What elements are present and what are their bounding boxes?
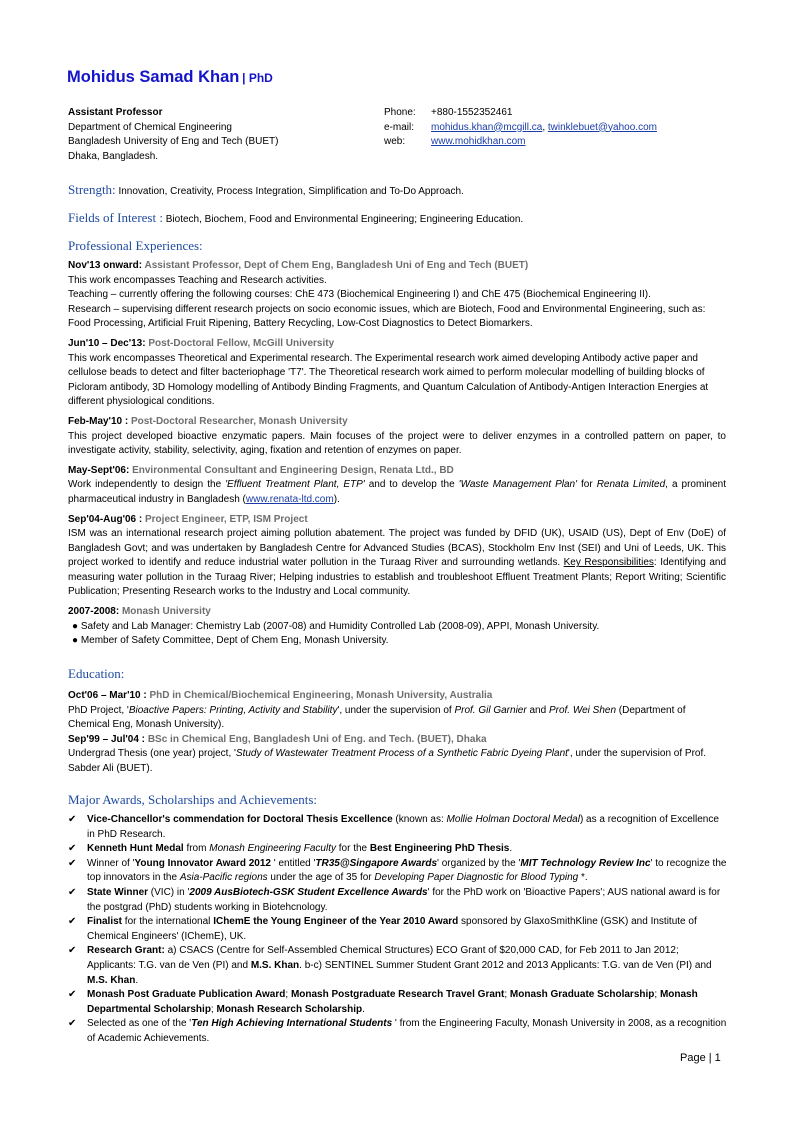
job-role: Post-Doctoral Fellow, McGill University bbox=[148, 337, 335, 349]
education-description bbox=[68, 747, 726, 776]
job-heading bbox=[68, 337, 726, 352]
job-heading bbox=[68, 513, 726, 528]
job-heading bbox=[68, 259, 726, 274]
checkmark-icon: ✔ bbox=[68, 916, 77, 928]
education-heading-line bbox=[68, 733, 726, 748]
job-heading bbox=[68, 605, 726, 620]
award-item bbox=[68, 842, 728, 857]
text-run: ' from the Engineering Faculty, Monash University in 2008, as a recognition of Academic Achievements. bbox=[87, 1018, 727, 1044]
text-run: ; bbox=[285, 989, 291, 1001]
job-date: May-Sept'06: bbox=[68, 464, 130, 476]
text-italic: Asia-Pacific regions bbox=[179, 872, 268, 884]
education-degree: PhD in Chemical/Biochemical Engineering, Monash University, Australia bbox=[149, 690, 493, 701]
text-run: Work independently to design the bbox=[68, 479, 226, 491]
education-date: Sep'99 – Jul'04 : bbox=[68, 733, 146, 745]
text-bold: Finalist bbox=[87, 916, 123, 928]
email-separator: , bbox=[542, 121, 546, 133]
department: Department of Chemical Engineering bbox=[68, 121, 232, 133]
job-role: Project Engineer, ETP, ISM Project bbox=[145, 513, 308, 525]
affiliation-block bbox=[68, 106, 278, 164]
text-run: a) CSACS (Centre for Self-Assembled Chemical Structures) ECO Grant of $20,000 CAD, for Feb 2011 to Jan 2012; Applicants: T.G. van de Ven (PI) and bbox=[87, 945, 679, 971]
text-run: and bbox=[526, 704, 549, 716]
strength-line bbox=[68, 182, 464, 198]
job-date: 2007-2008: bbox=[68, 606, 120, 618]
email-link-2[interactable]: twinklebuet@yahoo.com bbox=[547, 121, 657, 133]
text-italic: Mollie Holman Doctoral Medal bbox=[446, 814, 580, 825]
job-role: Assistant Professor, Dept of Chem Eng, Bangladesh Uni of Eng and Tech (BUET) bbox=[144, 260, 529, 271]
email-row bbox=[384, 121, 657, 136]
renata-link[interactable]: www.renata-ltd.com bbox=[245, 493, 334, 505]
text-run: for the international bbox=[122, 916, 214, 928]
strength-text: Innovation, Creativity, Process Integration, Simplification and To-Do Approach. bbox=[118, 186, 464, 197]
job-date: Sep'04-Aug'06 : bbox=[68, 513, 143, 525]
checkmark-icon: ✔ bbox=[68, 814, 77, 825]
text-italic: Renata Limited bbox=[596, 479, 666, 491]
text-bold: Monash Departmental Scholarship bbox=[87, 989, 698, 1015]
checkmark-icon: ✔ bbox=[68, 989, 77, 1001]
job-date: Feb-May'10 : bbox=[68, 415, 129, 427]
job-line: This work encompasses Theoretical and Experimental research. The Experimental research work aimed developing Antibody active paper and cellulose beads to detect and filter bacteriophage 'T7'. The Theoretical research work aimed to perform molecular modelling of building blocks of Picloram antibody, 3D Homology modelling of Antibody Binding Fragments, and Quantum Calculation of Antibody-Antigen Interaction Energies at different physiological conditions. bbox=[68, 352, 709, 408]
text-bold-italic: MIT Technology Review Inc bbox=[520, 857, 651, 869]
text-run: and to develop the bbox=[364, 479, 459, 491]
job-heading bbox=[68, 415, 726, 430]
text-bold: Monash Research Scholarship bbox=[216, 1003, 363, 1015]
award-text bbox=[87, 857, 728, 886]
strength-label: Strength: bbox=[68, 182, 116, 197]
award-text bbox=[87, 988, 728, 1017]
text-run: (known as: bbox=[392, 814, 447, 825]
text-run: ; bbox=[654, 989, 660, 1001]
checkmark-icon: ✔ bbox=[68, 857, 77, 869]
text-bold: Young Innovator Award 2012 bbox=[134, 857, 271, 869]
text-bold: M.S. Khan bbox=[250, 959, 300, 971]
text-italic: 'Waste Management Plan' bbox=[458, 479, 578, 491]
awards-list bbox=[68, 813, 728, 1047]
text-run: Winner of ' bbox=[87, 857, 135, 869]
text-bold: State Winner bbox=[87, 886, 149, 898]
contact-block bbox=[384, 106, 657, 150]
job-role: Post-Doctoral Researcher, Monash University bbox=[130, 415, 348, 427]
checkmark-icon: ✔ bbox=[68, 843, 77, 855]
award-item bbox=[68, 915, 728, 944]
website-link[interactable]: www.mohidkhan.com bbox=[431, 136, 526, 147]
text-run: . bbox=[509, 843, 513, 855]
header bbox=[67, 68, 273, 87]
education-block bbox=[68, 689, 726, 777]
text-run: ', under the supervision of bbox=[337, 704, 455, 716]
page-number: Page | 1 bbox=[680, 1052, 721, 1064]
text-run: . b-c) SENTINEL Summer Student Grant 2012 and 2013 Applicants: T.G. van de Ven (PI) and bbox=[299, 959, 712, 971]
text-bold-italic: 2009 AusBiotech-GSK Student Excellence Awards bbox=[189, 886, 428, 898]
text-run: ' organized by the ' bbox=[437, 857, 521, 869]
text-run: ' for the PhD work on 'Bioactive Papers'; AUS national award is for the postgrad (PhD) students working in Biotehcnology. bbox=[87, 886, 721, 913]
text-italic: Prof. Gil Garnier bbox=[454, 704, 527, 716]
text-italic: Study of Wastewater Treatment Process of a Synthetic Fabric Dyeing Plant bbox=[235, 748, 568, 760]
text-bold: Best Engineering PhD Thesis bbox=[369, 843, 510, 855]
professional-experience bbox=[68, 259, 726, 649]
fields-line bbox=[68, 210, 523, 226]
award-text bbox=[87, 915, 728, 944]
education-date: Oct'06 – Mar'10 : bbox=[68, 690, 147, 701]
person-name: Mohidus Samad Khan bbox=[67, 68, 240, 86]
web-row bbox=[384, 135, 657, 150]
checkmark-icon: ✔ bbox=[68, 945, 77, 957]
text-run: , a prominent pharmaceutical industry in Bangladesh ( bbox=[68, 479, 726, 505]
text-run: from bbox=[183, 843, 210, 855]
job-entry bbox=[68, 259, 726, 332]
text-run: Undergrad Thesis (one year) project, ' bbox=[68, 748, 236, 760]
text-run: ; bbox=[504, 989, 510, 1001]
professional-title: Professional Experiences: bbox=[68, 238, 203, 253]
education-entry bbox=[68, 733, 726, 777]
education-heading-line bbox=[68, 689, 726, 704]
text-italic: 'Effluent Treatment Plant, ETP' bbox=[225, 479, 365, 491]
text-bold-italic: Ten High Achieving International Students bbox=[191, 1018, 393, 1030]
bullet-item: ● Member of Safety Committee, Dept of Chem Eng, Monash University. bbox=[72, 635, 389, 647]
job-date: Jun'10 – Dec'13: bbox=[68, 337, 146, 349]
text-bold: IChemE the Young Engineer of the Year 2010 Award bbox=[213, 916, 459, 928]
job-line: Research – supervising different research projects on socio economic issues, which are Biotech, Food and Environmental Engineering, such as: Food Processing, Artificial Fruit Ripening, Battery Recycling, Low-Cost Diagnostics to Detect Biomarkers. bbox=[68, 303, 706, 330]
professional-heading bbox=[68, 238, 203, 254]
text-italic: Prof. Wei Shen bbox=[548, 704, 617, 716]
award-item bbox=[68, 988, 728, 1017]
award-text bbox=[87, 842, 728, 857]
text-run: sponsored by GlaxoSmithKline (GSK) and Institute of Chemical Engineers' (IChemE), UK. bbox=[87, 916, 697, 942]
education-entry bbox=[68, 689, 726, 733]
education-degree: BSc in Chemical Eng, Bangladesh Uni of Eng. and Tech. (BUET), Dhaka bbox=[147, 733, 487, 745]
email-label: e-mail: bbox=[384, 121, 415, 133]
city: Dhaka, Bangladesh. bbox=[68, 150, 159, 162]
award-item bbox=[68, 1017, 728, 1046]
award-item bbox=[68, 813, 728, 842]
text-run: under the age of 35 for bbox=[267, 872, 375, 884]
education-heading bbox=[68, 666, 124, 682]
text-bold: M.S. Khan bbox=[87, 974, 136, 986]
text-run: ', under the supervision of Prof. Sabder Ali (BUET). bbox=[68, 748, 707, 774]
text-run: for the bbox=[335, 843, 370, 855]
job-entry bbox=[68, 464, 726, 508]
award-item bbox=[68, 857, 728, 886]
job-entry bbox=[68, 415, 726, 459]
checkmark-icon: ✔ bbox=[68, 1018, 77, 1030]
text-run: ISM was an international research project aiming pollution abatement. The project was funded by DFID (UK), USAID (US), Dept of Env (DoE) of Bangladesh Govt; and was undertaken by Bangladesh Centre for Advanced Studies (BCAS), Stockholm Env Inst (SEI) and Uni of Leeds, UK. This project worked to identify and reduce industrial water pollution in the Turaag River and surrounding wetlands. bbox=[68, 528, 726, 569]
job-line: Teaching – currently offering the following courses: ChE 473 (Biochemical Engineering I) and ChE 475 (Biochemical Engineering II). bbox=[68, 289, 651, 301]
text-run: Selected as one of the ' bbox=[87, 1018, 192, 1030]
text-run: ). bbox=[333, 493, 340, 505]
job-entry bbox=[68, 605, 726, 649]
text-run: PhD Project, ' bbox=[68, 704, 129, 716]
phone-number: +880-1552352461 bbox=[431, 107, 513, 118]
awards-title: Major Awards, Scholarships and Achievements: bbox=[68, 792, 318, 807]
checkmark-icon: ✔ bbox=[68, 886, 77, 898]
job-entry bbox=[68, 513, 726, 601]
text-italic: Developing Paper Diagnostic for Blood Typing bbox=[374, 872, 579, 884]
text-run: ' to recognize the top innovators in the bbox=[87, 857, 727, 884]
web-label: web: bbox=[384, 136, 406, 147]
job-line: This project developed bioactive enzymatic papers. Main focuses of the project were to deliver enzymes in a controlled pattern on paper, to investigate activity, stability, selectivity, aging, fixation and retention of enzymes on paper. bbox=[68, 430, 726, 457]
job-line: This work encompasses Teaching and Research activities. bbox=[68, 274, 327, 286]
text-bold: Monash Postgraduate Research Travel Grant bbox=[290, 989, 505, 1001]
text-run: . bbox=[362, 1003, 365, 1015]
text-run: ; bbox=[210, 1003, 217, 1015]
fields-label: Fields of Interest : bbox=[68, 210, 163, 225]
phone-row bbox=[384, 106, 657, 121]
text-bold: Monash Post Graduate Publication Award bbox=[87, 989, 286, 1001]
text-run: ' entitled ' bbox=[271, 857, 316, 869]
phone-label: Phone: bbox=[384, 107, 416, 118]
email-link-1[interactable]: mohidus.khan@mcgill.ca bbox=[431, 121, 543, 133]
text-run: ) as a recognition of Excellence in PhD Research. bbox=[87, 814, 719, 840]
university: Bangladesh University of Eng and Tech (BUET) bbox=[68, 136, 279, 147]
text-run: (VIC) in ' bbox=[148, 886, 190, 898]
position: Assistant Professor bbox=[68, 107, 163, 118]
awards-heading bbox=[68, 792, 317, 808]
degree: | PhD bbox=[242, 71, 273, 85]
award-text bbox=[87, 1017, 728, 1046]
education-title: Education: bbox=[68, 666, 125, 681]
text-run: . bbox=[135, 974, 139, 986]
bullet-item: ● Safety and Lab Manager: Chemistry Lab (2007-08) and Humidity Controlled Lab (2008-09), APPI, Monash University. bbox=[72, 620, 600, 632]
text-underlined: Key Responsibilities bbox=[563, 557, 654, 569]
text-run: *. bbox=[578, 872, 588, 884]
text-bold-italic: TR35@Singapore Awards bbox=[315, 857, 438, 869]
text-run: (Department of Chemical Eng, Monash University). bbox=[68, 704, 686, 731]
job-description bbox=[68, 527, 726, 600]
award-text bbox=[87, 813, 728, 842]
education-description bbox=[68, 704, 726, 733]
text-italic: Monash Engineering Faculty bbox=[209, 843, 336, 855]
job-date: Nov'13 onward: bbox=[68, 260, 143, 271]
text-run: for bbox=[577, 479, 597, 491]
award-text bbox=[87, 944, 728, 988]
fields-text: Biotech, Biochem, Food and Environmental Engineering; Engineering Education. bbox=[165, 214, 524, 225]
job-role: Monash University bbox=[121, 606, 211, 618]
job-description bbox=[68, 478, 726, 507]
job-heading bbox=[68, 464, 726, 479]
award-item bbox=[68, 886, 728, 915]
text-italic: Bioactive Papers: Printing, Activity and Stability bbox=[128, 704, 338, 716]
text-bold: Monash Graduate Scholarship bbox=[509, 989, 655, 1001]
job-role: Environmental Consultant and Engineering Design, Renata Ltd., BD bbox=[132, 464, 454, 476]
award-item bbox=[68, 944, 728, 988]
text-run: : Identifying and measuring water pollution in the Turaag River; Helping industries to establish and troubleshoot Effluent Treatment Plants; Report Writing; Scientific Publication; Presenting Research works to the Industry and Local community. bbox=[68, 557, 726, 598]
text-bold: Research Grant: bbox=[87, 945, 165, 957]
job-entry bbox=[68, 337, 726, 410]
text-bold: Kenneth Hunt Medal bbox=[87, 843, 184, 855]
text-bold: Vice-Chancellor's commendation for Doctoral Thesis Excellence bbox=[87, 814, 393, 825]
award-text bbox=[87, 886, 728, 915]
